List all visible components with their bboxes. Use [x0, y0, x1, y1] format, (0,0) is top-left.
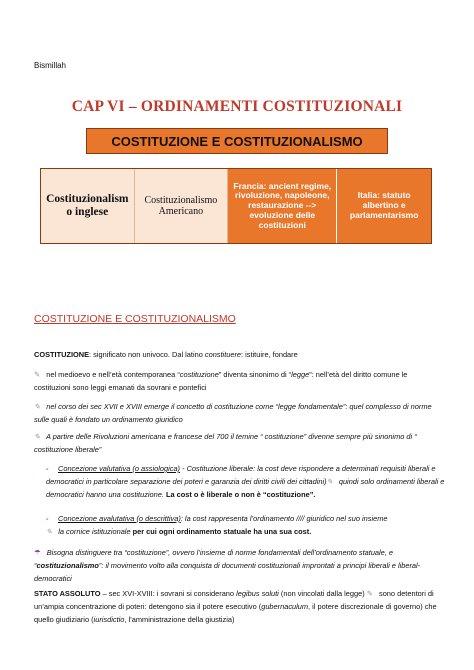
topic-cell-francia: Francia: ancient regime, rivoluzione, napoleone, restaurazione --> evoluzione delle costituzioni	[228, 169, 337, 243]
term-label: STATO ASSOLUTO	[34, 589, 101, 598]
pencil-icon: ✎	[366, 589, 373, 598]
section-heading: COSTITUZIONE E COSTITUZIONALISMO	[34, 313, 236, 325]
term-label: COSTITUZIONE	[34, 350, 90, 359]
topic-banner: COSTITUZIONE E COSTITUZIONALISMO	[86, 128, 388, 154]
topics-table	[40, 168, 432, 244]
topic-cell-americano: Costituzionalismo Americano	[135, 169, 229, 243]
bullet-valutativa: - Concezione valutativa (o assiologica) - Costituzione liberale: la cost deve rispondere a determinati requisiti liberali e democratici in particolare separazione dei poteri e garanzia dei diritti civili dei cittadini)✎ quindi solo ordinamenti liberali e democratici hanno una costituzione. La cost o è liberale o non è “costituzione”.	[46, 464, 445, 499]
paragraph-stato-assoluto: STATO ASSOLUTO – sec XVI-XVIII: i sovrani si considerano legibus soluti (non vincolati dalla legge) ✎ sono detentori di un’ampia concentrazione di poteri: detengono sia il potere esecutivo (gubernaculum, il potere discrezionale di governo) che quello giudiziario (iurisdictio, l’amministrazione della giustizia)	[34, 589, 437, 624]
topic-cell-inglese: Costituzionalism o inglese	[41, 169, 135, 243]
page-header: Bismillah	[34, 61, 67, 70]
pencil-icon: ✎	[34, 432, 41, 441]
bullet-avalutativa: - Concezione avalutativa (o descrittiva): la cost rappresenta l’ordinamento //// giuridico nel suo insieme ✎ la cornice istituzionale per cui ogni ordinamento statuale ha una sua cost.	[46, 514, 388, 536]
pencil-icon: ✎	[46, 527, 53, 536]
pencil-icon: ✎	[34, 402, 41, 411]
paragraph-distinzione: ☂ Bisogna distinguere tra “costituzione”, ovvero l’insieme di norme fondamentali dell’ordinamento statuale, e “costituzionalismo”: il movimento volto alla conquista di documenti costituzionali improntati a principi liberali e liberal-democratici	[34, 548, 421, 583]
umbrella-icon: ☂	[34, 548, 41, 557]
paragraph-rivoluzioni: ✎ A partire delle Rivoluzioni americana e francese del 700 il temine “ costituzione” divenne sempre più sinonimo di “ costituzione liberale”	[34, 432, 417, 454]
paragraph-costituzione: COSTITUZIONE: significato non univoco. Dal latino constituere: istituire, fondare	[34, 350, 298, 359]
chapter-title: CAP VI – ORDINAMENTI COSTITUZIONALI	[71, 98, 403, 115]
pencil-icon: ✎	[326, 477, 333, 486]
paragraph-medioevo: ✎ nel medioevo e nell’età contemporanea “costituzione” diventa sinonimo di “legge”: nell’età del diritto comune le costituzioni sono leggi emanati da sovrani e pontefici	[34, 370, 408, 392]
pencil-icon: ✎	[34, 370, 41, 379]
topic-cell-italia: Italia: statuto albertino e parlamentarismo	[337, 169, 431, 243]
paragraph-secoli: ✎ nel corso dei sec XVII e XVIII emerge il concetto di costituzione come “legge fondamentale”: quel complesso di norme sulle quali è fondato un ordinamento giuridico	[34, 402, 432, 424]
